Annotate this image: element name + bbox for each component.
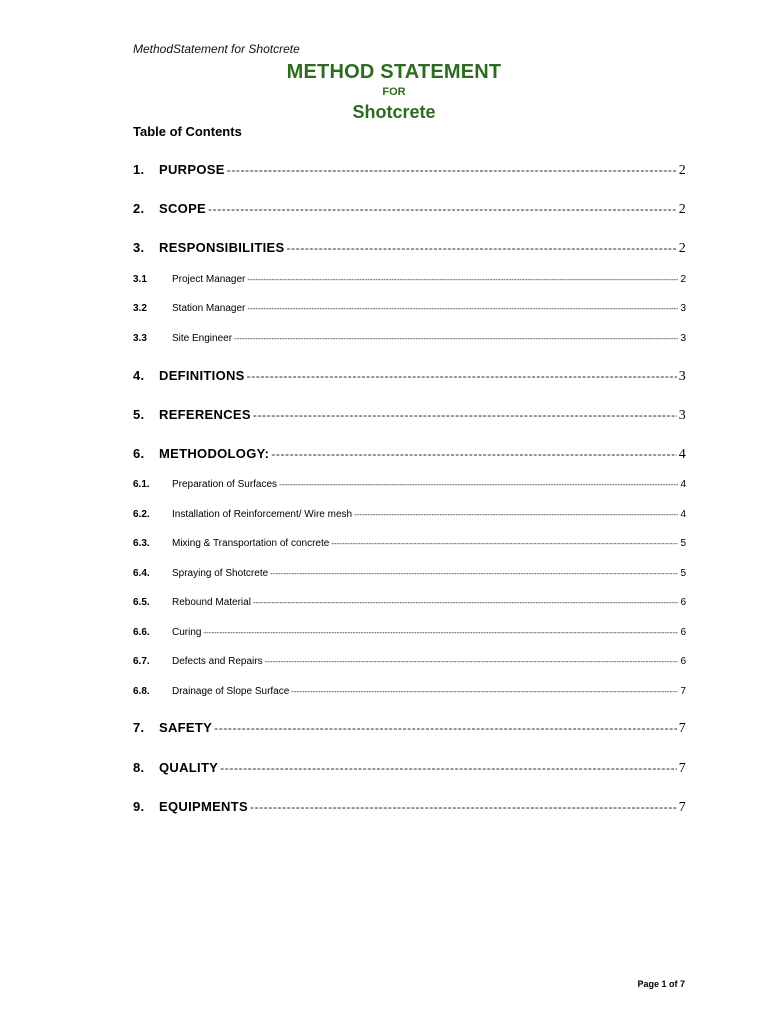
toc-leader — [291, 687, 678, 696]
toc-page: 7 — [678, 721, 686, 736]
toc-label: QUALITY — [159, 760, 219, 775]
toc-leader — [265, 657, 679, 666]
toc-label: METHODOLOGY: — [159, 446, 270, 461]
toc-number: 6. — [133, 446, 145, 461]
toc-page: 3 — [678, 369, 686, 384]
toc-entry-project-manager[interactable] — [133, 274, 686, 288]
toc-number: 4. — [133, 368, 145, 383]
toc-number: 6.8. — [133, 686, 150, 697]
toc-page: 2 — [680, 274, 686, 285]
toc-number: 2. — [133, 201, 145, 216]
toc-leader — [247, 304, 678, 313]
toc-leader — [253, 598, 679, 607]
toc-leader — [227, 163, 677, 177]
toc-page: 4 — [678, 447, 686, 462]
toc-page: 7 — [678, 800, 686, 815]
toc-entry-site-engineer[interactable] — [133, 333, 686, 347]
toc-number: 1. — [133, 162, 145, 177]
toc-entry-mixing-transportation[interactable] — [133, 538, 686, 552]
toc-leader — [203, 628, 678, 637]
toc-entry-installation-of-reinforcement[interactable] — [133, 509, 686, 523]
toc-label: Project Manager — [172, 274, 246, 285]
toc-page: 2 — [678, 163, 686, 178]
toc-label: Installation of Reinforcement/ Wire mesh — [172, 509, 353, 520]
toc-entry-defects-and-repairs[interactable] — [133, 656, 686, 670]
toc-entry-curing[interactable] — [133, 627, 686, 641]
toc-leader — [208, 202, 677, 216]
toc-label: Spraying of Shotcrete — [172, 568, 269, 579]
document-subtitle: Shotcrete — [352, 102, 436, 122]
page-number-footer: Page 1 of 7 — [637, 979, 685, 989]
toc-leader — [279, 480, 678, 489]
toc-number: 3.2 — [133, 303, 147, 314]
toc-page: 5 — [680, 568, 686, 579]
toc-page: 7 — [680, 686, 686, 697]
toc-page: 4 — [680, 479, 686, 490]
toc-label: Site Engineer — [172, 333, 233, 344]
toc-heading: Table of Contents — [133, 124, 242, 139]
toc-label: DEFINITIONS — [159, 368, 245, 383]
toc-number: 3.3 — [133, 333, 147, 344]
toc-page: 2 — [678, 202, 686, 217]
toc-page: 7 — [678, 761, 686, 776]
toc-page: 3 — [678, 408, 686, 423]
toc-entry-purpose[interactable] — [133, 162, 686, 180]
toc-page: 3 — [680, 333, 686, 344]
toc-entry-references[interactable] — [133, 407, 686, 425]
toc-leader — [253, 408, 677, 422]
title-for: FOR — [382, 86, 406, 98]
toc-entry-scope[interactable] — [133, 201, 686, 219]
toc-entry-safety[interactable] — [133, 720, 686, 738]
toc-number: 6.6. — [133, 627, 150, 638]
toc-page: 5 — [680, 538, 686, 549]
toc-leader — [270, 569, 678, 578]
toc-entry-quality[interactable] — [133, 760, 686, 778]
toc-entry-spraying-of-shotcrete[interactable] — [133, 568, 686, 582]
toc-entry-rebound-material[interactable] — [133, 597, 686, 611]
toc-leader — [250, 800, 677, 814]
toc-entry-station-manager[interactable] — [133, 303, 686, 317]
toc-label: SCOPE — [159, 201, 207, 216]
toc-leader — [331, 539, 678, 548]
toc-number: 5. — [133, 407, 145, 422]
toc-leader — [354, 510, 678, 519]
toc-leader — [220, 761, 677, 775]
running-header: MethodStatement for Shotcrete — [133, 42, 300, 56]
toc-number: 8. — [133, 760, 145, 775]
toc-entry-methodology[interactable] — [133, 446, 686, 464]
toc-page: 6 — [680, 656, 686, 667]
toc-number: 6.7. — [133, 656, 150, 667]
toc-leader — [271, 447, 676, 461]
toc-entry-responsibilities[interactable] — [133, 240, 686, 258]
toc-page: 2 — [678, 241, 686, 256]
document-title: METHOD STATEMENT — [286, 61, 502, 83]
toc-label: EQUIPMENTS — [159, 799, 248, 814]
toc-number: 9. — [133, 799, 145, 814]
toc-leader — [214, 721, 677, 735]
toc-number: 7. — [133, 720, 145, 735]
toc-number: 3.1 — [133, 274, 147, 285]
toc-leader — [247, 369, 677, 383]
toc-number: 6.1. — [133, 479, 150, 490]
toc-page: 6 — [680, 627, 686, 638]
title-block — [0, 60, 768, 123]
toc-label: Station Manager — [172, 303, 246, 314]
toc-leader — [247, 275, 678, 284]
toc-number: 6.5. — [133, 597, 150, 608]
toc-page: 4 — [680, 509, 686, 520]
toc-leader — [286, 241, 676, 255]
toc-page: 3 — [680, 303, 686, 314]
toc-label: PURPOSE — [159, 162, 225, 177]
toc-label: Curing — [172, 627, 202, 638]
toc-entry-preparation-of-surfaces[interactable] — [133, 479, 686, 493]
toc-label: RESPONSIBILITIES — [159, 240, 285, 255]
toc-entry-drainage-of-slope-surface[interactable] — [133, 686, 686, 700]
toc-page: 6 — [680, 597, 686, 608]
toc-label: Rebound Material — [172, 597, 251, 608]
toc-label: Mixing & Transportation of concrete — [172, 538, 330, 549]
toc-number: 6.4. — [133, 568, 150, 579]
toc-number: 6.3. — [133, 538, 150, 549]
toc-entry-equipments[interactable] — [133, 799, 686, 817]
toc-leader — [234, 334, 678, 343]
toc-label: SAFETY — [159, 720, 213, 735]
toc-label: Preparation of Surfaces — [172, 479, 278, 490]
toc-label: Drainage of Slope Surface — [172, 686, 290, 697]
toc-number: 3. — [133, 240, 145, 255]
toc-label: Defects and Repairs — [172, 656, 263, 667]
toc-label: REFERENCES — [159, 407, 251, 422]
toc-entry-definitions[interactable] — [133, 368, 686, 386]
toc-number: 6.2. — [133, 509, 150, 520]
